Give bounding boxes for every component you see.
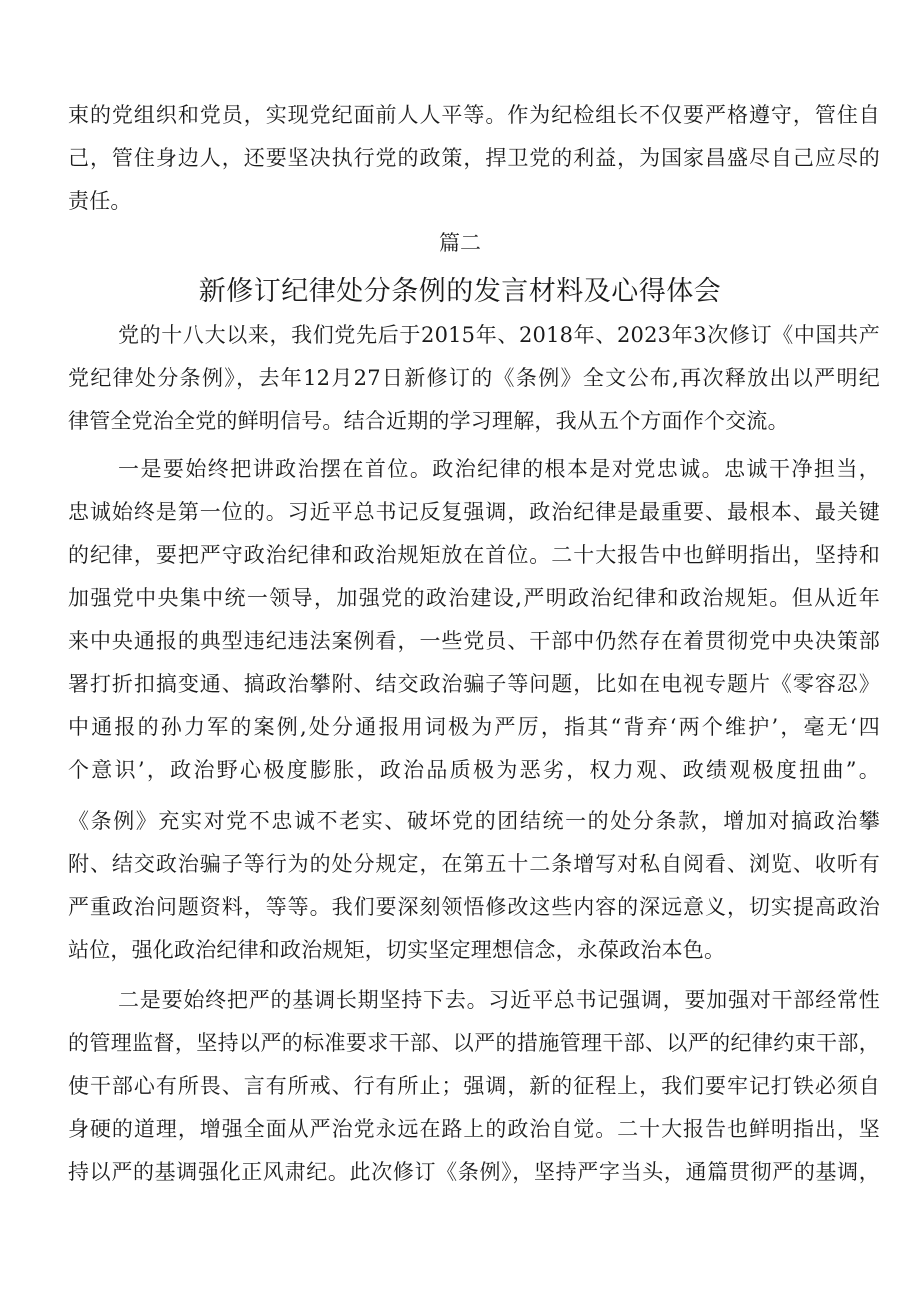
paragraph3-line-3: 使干部心有所畏、言有所戒、行有所止；强调，新的征程上，我们要牢记打铁必须自 (68, 1074, 880, 1098)
paragraph1-line-2: 党纪律处分条例》，去年12月27日新修订的《条例》全文公布,再次释放出以严明纪 (68, 366, 880, 390)
paragraph1-line-3: 律管全党治全党的鲜明信号。结合近期的学习理解，我从五个方面作个交流。 (68, 409, 789, 433)
paragraph3-line-2: 的管理监督，坚持以严的标准要求干部、以严的措施管理干部、以严的纪律约束干部， (68, 1031, 880, 1055)
paragraph2-line-1: 一是要始终把讲政治摆在首位。政治纪律的根本是对党忠诚。忠诚干净担当， (118, 457, 880, 481)
paragraph1-line-1: 党的十八大以来，我们党先后于2015年、2018年、2023年3次修订《中国共产 (118, 323, 880, 347)
paragraph2-line-4: 加强党中央集中统一领导，加强党的政治建设,严明政治纪律和政治规矩。但从近年 (68, 586, 880, 610)
paragraph2-line-7: 中通报的孙力军的案例,处分通报用词极为严厉，指其“背弃‘两个维护’，毫无‘四 (68, 715, 880, 739)
paragraph3-line-4: 身硬的道理，增强全面从严治党永远在路上的政治自觉。二十大报告也鲜明指出，坚 (68, 1117, 880, 1141)
section-label: 篇二 (439, 231, 481, 255)
intro-line-2: 己，管住身边人，还要坚决执行党的政策，捍卫党的利益，为国家昌盛尽自己应尽的 (68, 146, 880, 170)
paragraph2-line-6: 署打折扣搞变通、搞政治攀附、结交政治骗子等问题，比如在电视专题片《零容忍》 (68, 672, 880, 696)
paragraph2-line-8: 个意识’，政治野心极度膨胀，政治品质极为恶劣，权力观、政绩观极度扭曲”。 (68, 758, 880, 782)
paragraph2-line-10: 附、结交政治骗子等行为的处分规定，在第五十二条增写对私自阅看、浏览、收听有 (68, 852, 880, 876)
paragraph3-line-5: 持以严的基调强化正风肃纪。此次修订《条例》，坚持严字当头，通篇贯彻严的基调， (68, 1160, 880, 1184)
paragraph2-line-11: 严重政治问题资料，等等。我们要深刻领悟修改这些内容的深远意义，切实提高政治 (68, 895, 880, 919)
intro-line-3: 责任。 (68, 189, 132, 213)
paragraph2-line-9: 《条例》充实对党不忠诚不老实、破坏党的团结统一的处分条款，增加对搞政治攀 (68, 809, 880, 833)
doc-title: 新修订纪律处分条例的发言材料及心得体会 (198, 276, 722, 307)
paragraph3-line-1: 二是要始终把严的基调长期坚持下去。习近平总书记强调，要加强对干部经常性 (118, 988, 880, 1012)
paragraph2-line-5: 来中央通报的典型违纪违法案例看，一些党员、干部中仍然存在着贯彻党中央决策部 (68, 629, 880, 653)
paragraph2-line-3: 的纪律，要把严守政治纪律和政治规矩放在首位。二十大报告中也鲜明指出，坚持和 (68, 543, 880, 567)
paragraph2-line-2: 忠诚始终是第一位的。习近平总书记反复强调，政治纪律是最重要、最根本、最关键 (68, 500, 880, 524)
paragraph2-line-12: 站位，强化政治纪律和政治规矩，切实坚定理想信念，永葆政治本色。 (68, 938, 726, 962)
intro-line-1: 束的党组织和党员，实现党纪面前人人平等。作为纪检组长不仅要严格遵守，管住自 (68, 103, 880, 127)
